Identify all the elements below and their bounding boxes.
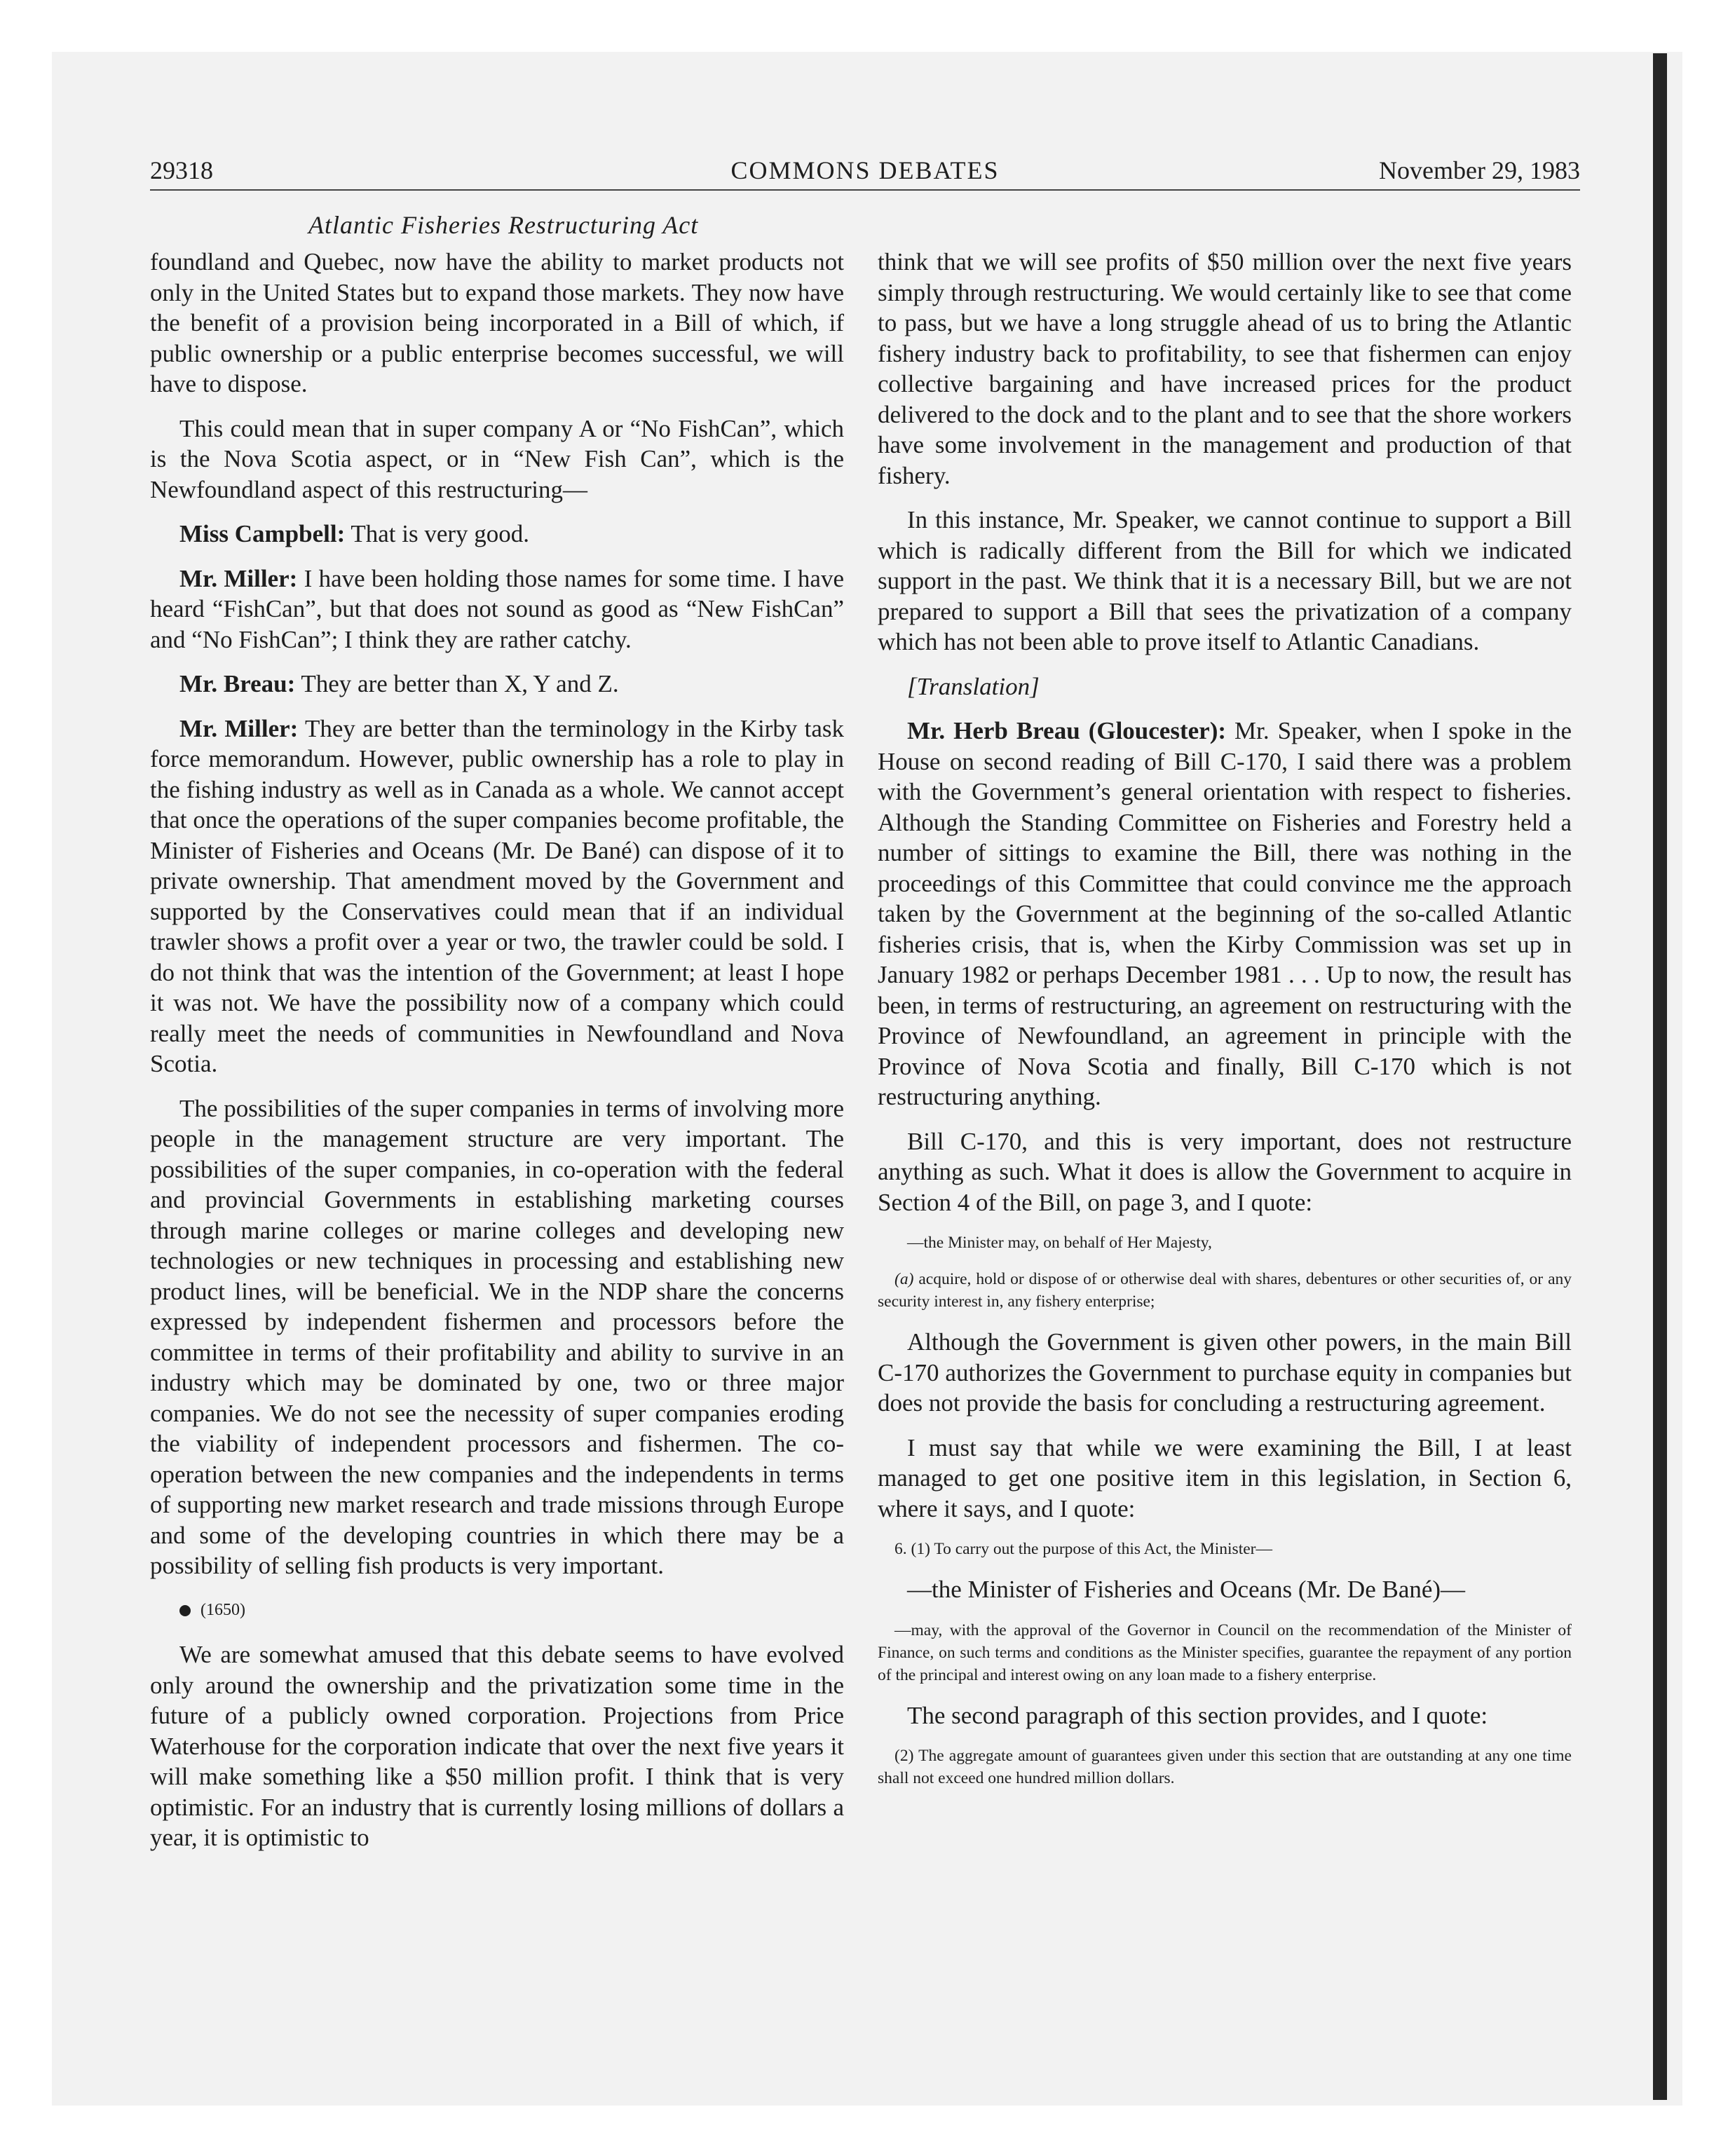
paragraph: The second paragraph of this section provides, and I quote:	[907, 1701, 1488, 1729]
quotation: —the Minister may, on behalf of Her Majesty,	[907, 1234, 1212, 1252]
quotation: 6. (1) To carry out the purpose of this Act, the Minister—	[894, 1540, 1272, 1558]
speech	[150, 564, 844, 655]
paragraph: This could mean that in super company A or “No FishCan”, which is the Nova Scotia aspect, or in “New Fish Can”, which is the Newfoundland aspect of this restructuring—	[150, 414, 844, 503]
paragraph: —the Minister of Fisheries and Oceans (Mr. De Bané)—	[907, 1576, 1466, 1603]
quotation	[878, 1268, 1572, 1313]
page-header	[150, 156, 1580, 186]
paragraph: We are somewhat amused that this debate seems to have evolved only around the ownership and the privatization some time in the future of a publicly owned corporation. Projections from Price Waterhouse for the corporation indicate that over the next five years it will make something like a $50 million profit. I think that is very optimistic. For an industry that is currently losing millions of dollars a year, it is optimistic to	[150, 1641, 844, 1851]
speech-text: That is very good.	[345, 520, 530, 547]
paragraph: Bill C-170, and this is very important, does not restructure anything as such. What it does is allow the Government to acquire in Section 4 of the Bill, on page 3, and I quote:	[878, 1127, 1572, 1216]
speech	[150, 669, 844, 700]
speech	[150, 519, 844, 550]
quotation: (2) The aggregate amount of guarantees given under this section that are outstanding at any one time shall not exceed one hundred million dollars.	[878, 1747, 1572, 1787]
speech-text: They are better than X, Y and Z.	[295, 670, 619, 697]
translation-marker: [Translation]	[907, 672, 1040, 700]
right-column	[878, 247, 1572, 1803]
speech-text: They are better than the terminology in the Kirby task force memorandum. However, public ownership has a role to play in the fishing industry as well as in Canada as a whole. We cannot accept that once the operations of the super companies become profitable, the Minister of Fisheries and Oceans (Mr. De Bané) can dispose of it to private ownership. That amendment moved by the Government and supported by the Conservatives could mean that if an individual trawler shows a profit over a year or two, the trawler could be sold. I do not think that was the intention of the Government; at least I hope it was not. We have the possibility now of a company which could really meet the needs of communities in Newfoundland and Nova Scotia.	[150, 714, 844, 1077]
running-title: Atlantic Fisheries Restructuring Act	[308, 211, 699, 239]
speaker-name: Mr. Breau:	[179, 670, 296, 697]
speech-text: Mr. Speaker, when I spoke in the House on second reading of Bill C-170, I said there was a problem with the Government’s general orientation with respect to fisheries. Although the Standing Committee on Fisheries and Forestry held a number of sittings to examine the Bill, there was nothing in the proceedings of this Committee that could convince me the approach taken by the Government at the beginning of the so-called Atlantic fisheries crisis, that is, when the Kirby Commission was set up in January 1982 or perhaps December 1981 . . . Up to now, the result has been, in terms of restructuring, an agreement on restructuring with the Province of Newfoundland, an agreement in principle with the Province of Nova Scotia and finally, Bill C-170 which is not restructuring anything.	[878, 717, 1572, 1110]
speech-text: I have been holding those names for some time. I have heard “FishCan”, but that does not sound as good as “New FishCan” and “No FishCan”; I think they are rather catchy.	[150, 564, 844, 653]
time-marker-text: (1650)	[200, 1600, 245, 1619]
scan-edge-shadow	[1653, 53, 1667, 2100]
paragraph: The possibilities of the super companies in terms of involving more people in the management structure are very important. The possibilities of the super companies, in co-operation with the federal and provincial Governments in establishing marketing courses through marine colleges or marine colleges and developing new technologies or new techniques in processing and establishing new product lines, will be beneficial. We in the NDP share the concerns expressed by independent fishermen and processors before the committee in terms of their profitability and ability to survive in an industry which may be dominated by one, two or three major companies. We do not see the necessity of super companies eroding the viability of independent processors and fishermen. The co-operation between the new companies and the independents in terms of supporting new market research and trade missions through Europe and some of the developing countries in which there may be a possibility of selling fish products is very important.	[150, 1094, 844, 1579]
page-number: 29318	[150, 156, 213, 184]
speech	[878, 716, 1572, 1112]
bullet-icon	[179, 1605, 191, 1616]
speaker-name: Mr. Miller:	[179, 564, 298, 592]
paragraph: Although the Government is given other powers, in the main Bill C-170 authorizes the Government to purchase equity in companies but does not provide the basis for concluding a restructuring agreement.	[878, 1328, 1572, 1417]
paragraph: foundland and Quebec, now have the ability to market products not only in the United States but to expand those markets. They now have the benefit of a provision being incorporated in a Bill of which, if public ownership or a public enterprise becomes successful, we will have to dispose.	[150, 248, 844, 397]
clause-label: (a)	[894, 1270, 914, 1288]
speaker-name: Mr. Herb Breau (Gloucester):	[907, 717, 1226, 744]
paragraph: I must say that while we were examining the Bill, I at least managed to get one positive item in this legislation, in Section 6, where it says, and I quote:	[878, 1433, 1572, 1522]
speaker-name: Miss Campbell:	[179, 520, 346, 547]
paragraph: think that we will see profits of $50 million over the next five years simply through restructuring. We would certainly like to see that come to pass, but we have a long struggle ahead of us to bring the Atlantic fishery industry back to profitability, to see that fishermen can enjoy collective bargaining and have increased prices for the product delivered to the dock and to the plant and to see that the shore workers have some involvement in the management and production of that fishery.	[878, 248, 1572, 489]
left-column	[150, 247, 844, 1867]
quotation: —may, with the approval of the Governor in Council on the recommendation of the Minister of Finance, on such terms and conditions as the Minister specifies, guarantee the repayment of any portion of the principal and interest owing on any loan made to a fishery enterprise.	[878, 1621, 1572, 1684]
header-rule	[150, 189, 1580, 191]
publication-title: COMMONS DEBATES	[730, 156, 1000, 184]
paragraph: In this instance, Mr. Speaker, we cannot continue to support a Bill which is radically different from the Bill for which we indicated support in the past. We think that it is a necessary Bill, but we are not prepared to support a Bill that sees the privatization of a company which has not been able to prove itself to Atlantic Canadians.	[878, 506, 1572, 655]
speech	[150, 714, 844, 1079]
quotation-text: acquire, hold or dispose of or otherwise deal with shares, debentures or other securities of, or any security interest in, any fishery enterprise;	[878, 1270, 1572, 1311]
issue-date: November 29, 1983	[1379, 156, 1580, 184]
time-marker	[150, 1595, 844, 1626]
speaker-name: Mr. Miller:	[179, 714, 299, 742]
